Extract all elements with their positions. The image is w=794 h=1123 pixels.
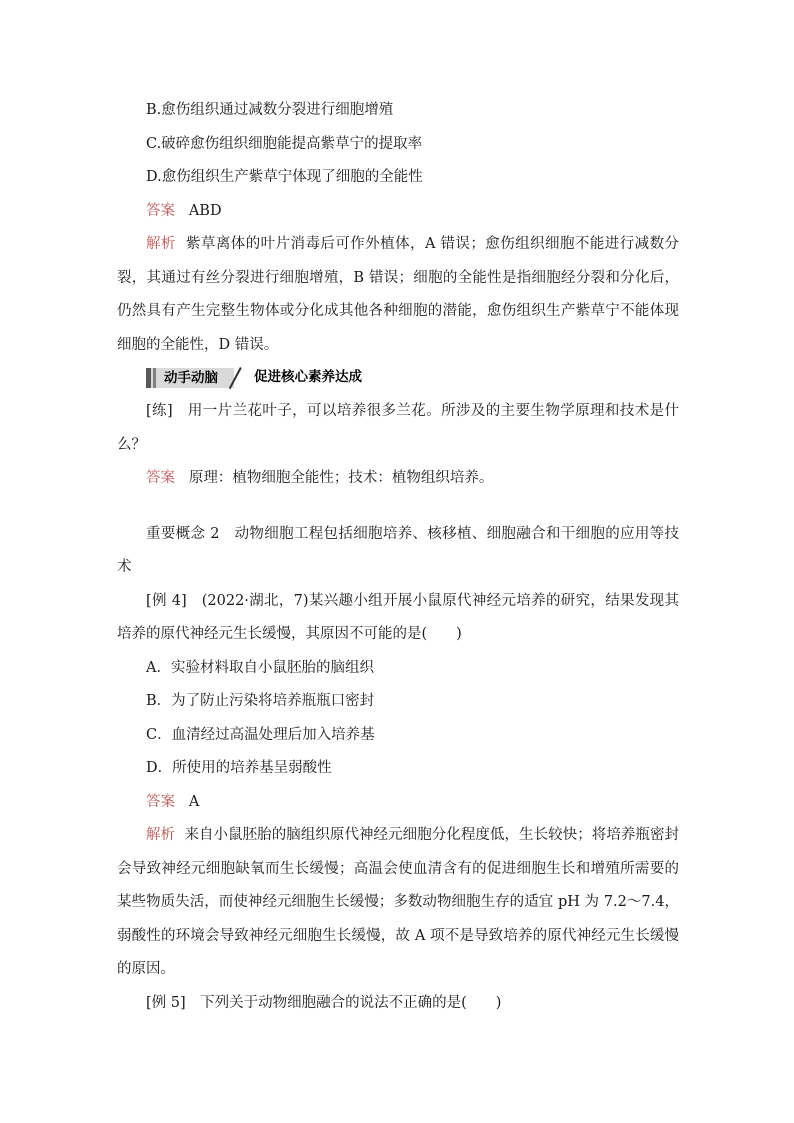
banner-title: 动手动脑 bbox=[146, 368, 234, 388]
practice-answer bbox=[117, 462, 679, 496]
section-banner bbox=[146, 367, 679, 389]
practice-answer-value: 原理：植物细胞全能性；技术：植物组织培养。 bbox=[188, 470, 494, 486]
analysis-label: 解析 bbox=[146, 236, 176, 252]
concept-heading: 重要概念 2 动物细胞工程包括细胞培养、核移植、细胞融合和干细胞的应用等技术 bbox=[117, 525, 679, 575]
section-gap bbox=[117, 496, 679, 518]
answer-line bbox=[117, 195, 679, 229]
example4-answer-value: A bbox=[188, 793, 200, 810]
option-c: C.破碎愈伤组织细胞能提高紫草宁的提取率 bbox=[146, 135, 423, 152]
example4-answer bbox=[117, 786, 679, 820]
example4-answer-label: 答案 bbox=[146, 793, 175, 810]
answer-value: ABD bbox=[188, 202, 222, 219]
example4-analysis-text: 来自小鼠胚胎的脑组织原代神经元细胞分化程度低，生长较快；将培养瓶密封会导致神经元细胞缺氧而生长缓慢；高温会使血清含有的促进细胞生长和增殖所需要的某些物质失活，而使神经元细胞生长缓慢；多数动物细胞生存的适宜 pH 为 7.2～7.4，弱酸性的环境会导致神经元细胞生长缓慢，故 A 项不是导致培养的原代神经元生长缓慢的原因。 bbox=[117, 827, 680, 977]
example4-option-a: A．实验材料取自小鼠胚胎的脑组织 bbox=[146, 659, 374, 676]
example4-option-c: C．血清经过高温处理后加入培养基 bbox=[146, 726, 375, 743]
example4-analysis bbox=[117, 819, 679, 987]
example4-analysis-label: 解析 bbox=[146, 827, 176, 843]
analysis-text: 紫草离体的叶片消毒后可作外植体，A 错误；愈伤组织细胞不能进行减数分裂，其通过有丝分裂进行细胞增殖，B 错误；细胞的全能性是指细胞经分裂和分化后，仍然具有产生完整生物体或分化成其他各种细胞的潜能，愈伤组织生产紫草宁不能体现细胞的全能性，D 错误。 bbox=[117, 236, 680, 353]
option-b: B.愈伤组织通过减数分裂进行细胞增殖 bbox=[146, 102, 394, 118]
example4-option-d: D．所使用的培养基呈弱酸性 bbox=[146, 760, 332, 776]
answer-label: 答案 bbox=[146, 202, 175, 219]
analysis-paragraph bbox=[117, 228, 679, 362]
document-content bbox=[117, 94, 679, 1020]
practice-answer-label: 答案 bbox=[146, 470, 175, 486]
slash-divider-icon bbox=[234, 367, 248, 389]
example4-question: [例 4] (2022·湖北，7)某兴趣小组开展小鼠原代神经元培养的研究，结果发现其培养的原代神经元生长缓慢，其原因不可能的是( ) bbox=[117, 592, 679, 642]
example4-option-b: B．为了防止污染将培养瓶瓶口密封 bbox=[146, 693, 375, 709]
banner-subtitle: 促进核心素养达成 bbox=[254, 369, 362, 386]
example5-question: [例 5] 下列关于动物细胞融合的说法不正确的是( ) bbox=[146, 994, 502, 1011]
option-d: D.愈伤组织生产紫草宁体现了细胞的全能性 bbox=[146, 169, 423, 185]
practice-question: [练] 用一片兰花叶子，可以培养很多兰花。所涉及的主要生物学原理和技术是什么？ bbox=[117, 403, 679, 453]
